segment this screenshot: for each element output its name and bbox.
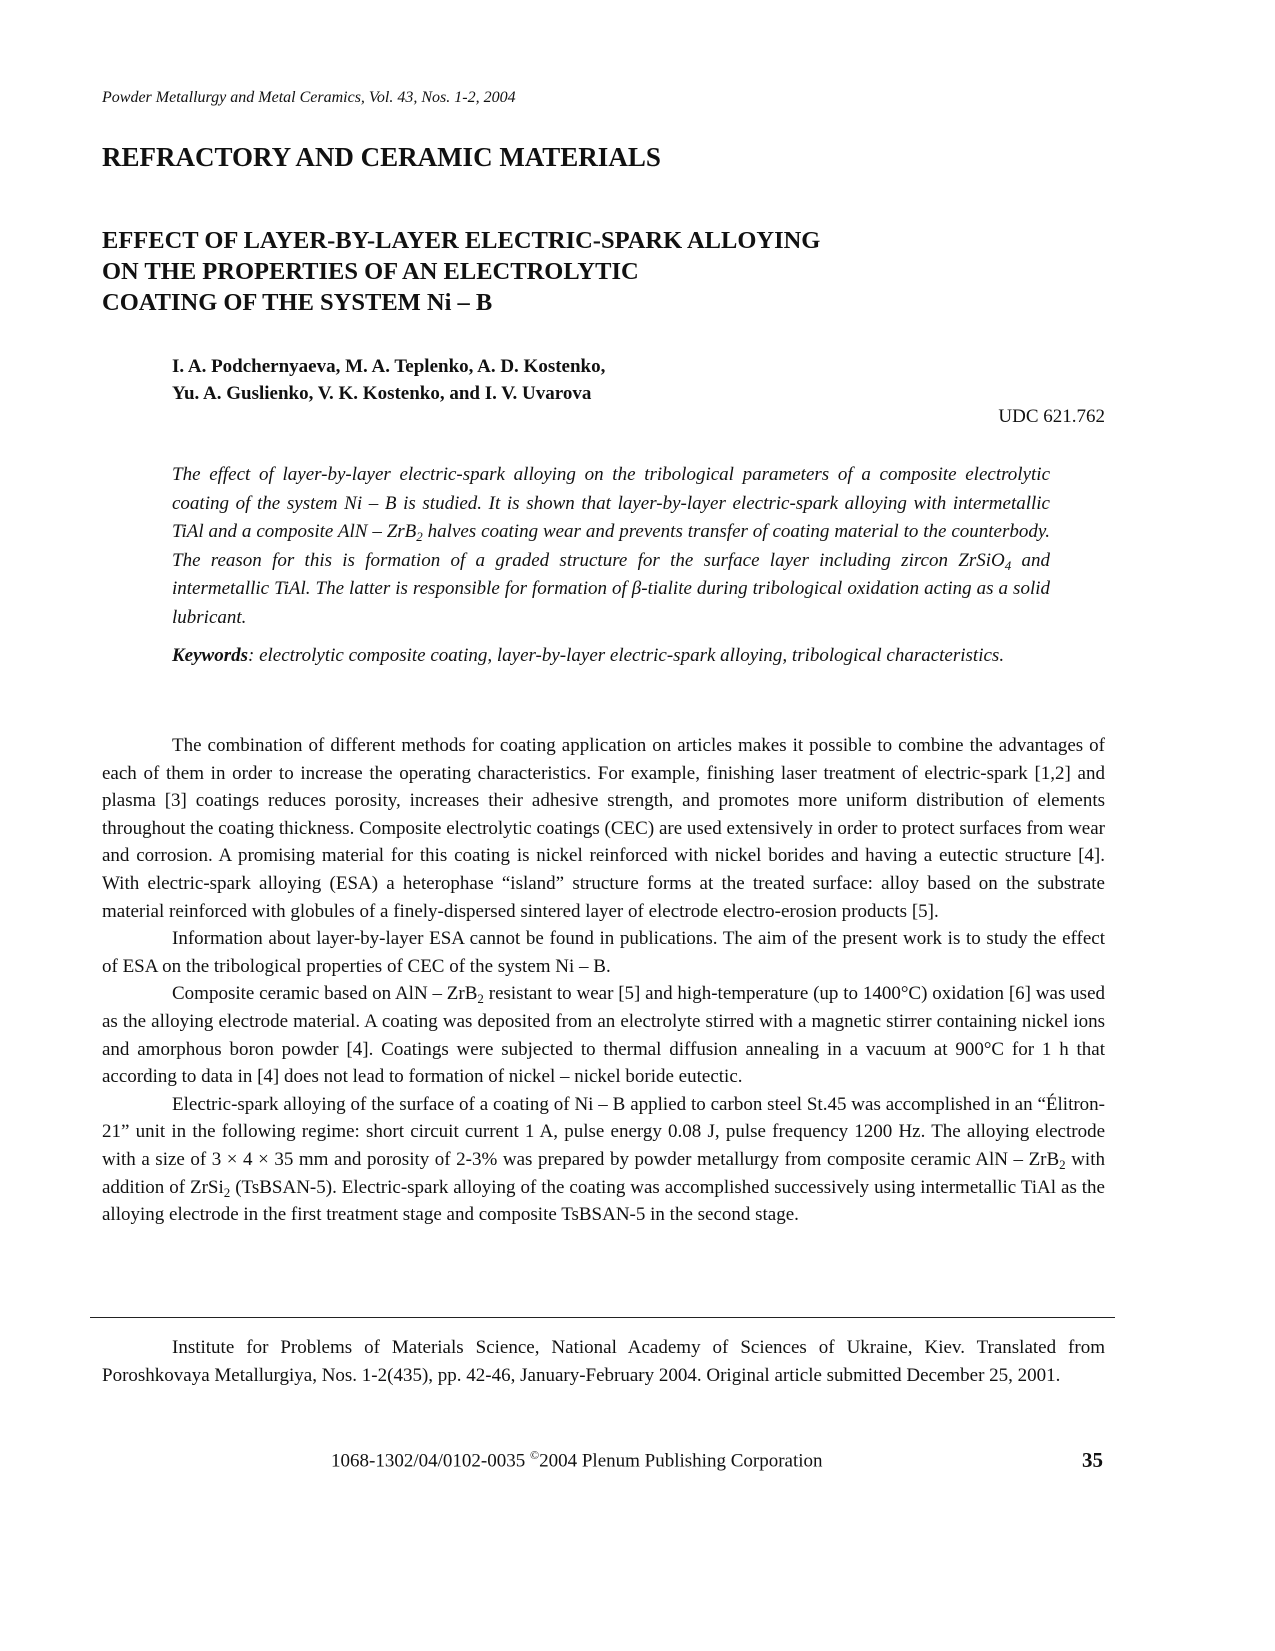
footnote: Institute for Problems of Materials Science, National Academy of Sciences of Ukraine, Kiev. Translated from Poroshkovaya Metallurgiya, Nos. 1-2(435), pp. 42-46, January-February 2004. Original article submitted December 25, 2001. [102, 1337, 1105, 1386]
authors [172, 353, 605, 407]
paragraph-text: Information about layer-by-layer ESA cannot be found in publications. The aim of the present work is to study the effect of ESA on the tribological properties of CEC of the system Ni – B. [102, 928, 1105, 977]
page-number: 35 [1082, 1448, 1103, 1472]
authors-line: I. A. Podchernyaeva, M. A. Teplenko, A. D. Kostenko, [172, 356, 606, 377]
subscript: 2 [477, 991, 484, 1007]
paragraph [102, 925, 1105, 980]
abstract-text: and intermetallic TiAl. The latter is responsible for formation of β-tialite during tribological oxidation acting as a solid lubricant. [172, 549, 1051, 628]
copyright-symbol: © [529, 1448, 540, 1462]
abstract-text: halves coating wear and prevents transfer of coating material to the counterbody. The reason for this is formation of a graded structure for the surface layer including zircon ZrSiO [172, 521, 1050, 571]
authors-line: Yu. A. Guslienko, V. K. Kostenko, and I. V. Uvarova [172, 383, 592, 404]
paragraph-text: (TsBSAN-5). Electric-spark alloying of the coating was accomplished successively using intermetallic TiAl as the alloying electrode in the first treatment stage and composite TsBSAN-5 in the second stage. [102, 1176, 1105, 1226]
subscript: 4 [1004, 557, 1012, 573]
footnote-divider [90, 1317, 1115, 1318]
paragraph-text: Electric-spark alloying of the surface of a coating of Ni – B applied to carbon steel St.45 was accomplished in an “Élitron-21” unit in the following regime: short circuit current 1 A, pulse energy 0.08 J, pulse frequency 1200 Hz. The alloying electrode with a size of 3 × 4 × 35 mm and porosity of 2-3% was prepared by powder metallurgy from composite ceramic AlN – ZrB [102, 1093, 1105, 1170]
article-title [102, 225, 820, 318]
title-line: COATING OF THE SYSTEM Ni – B [102, 289, 493, 316]
paragraph-text: with addition of ZrSi [102, 1148, 1105, 1198]
title-line: EFFECT OF LAYER-BY-LAYER ELECTRIC-SPARK ALLOYING [102, 227, 821, 254]
issn: 1068-1302/04/0102-0035 [331, 1450, 530, 1472]
footer-citation [331, 1448, 823, 1472]
keywords-text: : electrolytic composite coating, layer-by-layer electric-spark alloying, tribological characteristics. [248, 645, 1005, 666]
paragraph-text: Composite ceramic based on AlN – ZrB [172, 983, 478, 1005]
abstract [172, 461, 1050, 632]
paragraph [102, 1091, 1105, 1229]
title-line: ON THE PROPERTIES OF AN ELECTROLYTIC [102, 258, 639, 285]
keywords [172, 642, 1050, 669]
paragraph [102, 980, 1105, 1090]
subscript: 2 [1059, 1156, 1066, 1172]
journal-header: Powder Metallurgy and Metal Ceramics, Vol. 43, Nos. 1-2, 2004 [102, 89, 516, 106]
section-heading: REFRACTORY AND CERAMIC MATERIALS [102, 142, 661, 172]
keywords-label: Keywords [172, 645, 248, 666]
subscript: 2 [416, 529, 423, 544]
body-text [102, 732, 1105, 1229]
paragraph: The combination of different methods for coating application on articles makes it possible to combine the advantages of each of them in order to increase the operating characteristics. For example, finishing laser treatment of electric-spark [1,2] and plasma [3] coatings reduces porosity, increases their adhesive strength, and promotes more uniform distribution of elements throughout the coating thickness. Composite electrolytic coatings (CEC) are used extensively in order to protect surfaces from wear and corrosion. A promising material for this coating is nickel reinforced with nickel borides and having a eutectic structure [4]. With electric-spark alloying (ESA) a heterophase “island” structure forms at the treated surface: alloy based on the substrate material reinforced with globules of a finely-dispersed sintered layer of electrode electro-erosion products [5]. [102, 735, 1105, 922]
publisher: 2004 Plenum Publishing Corporation [539, 1450, 823, 1472]
subscript: 2 [223, 1184, 231, 1200]
abstract-text: The effect of layer-by-layer electric-spark alloying on the tribological parameters of a composite electrolytic coating of the system Ni – B is studied. It is shown that layer-by-layer electric-spark alloying with intermetallic TiAl and a composite AlN – ZrB [172, 464, 1050, 542]
paragraph-text: resistant to wear [5] and high-temperature (up to 1400°C) oxidation [6] was used as the alloying electrode material. A coating was deposited from an electrolyte stirred with a magnetic stirrer containing nickel ions and amorphous boron powder [4]. Coatings were subjected to thermal diffusion annealing in a vacuum at 900°C for 1 h that according to data in [4] does not lead to formation of nickel – nickel boride eutectic. [102, 983, 1106, 1088]
udc-code: UDC 621.762 [998, 406, 1105, 427]
